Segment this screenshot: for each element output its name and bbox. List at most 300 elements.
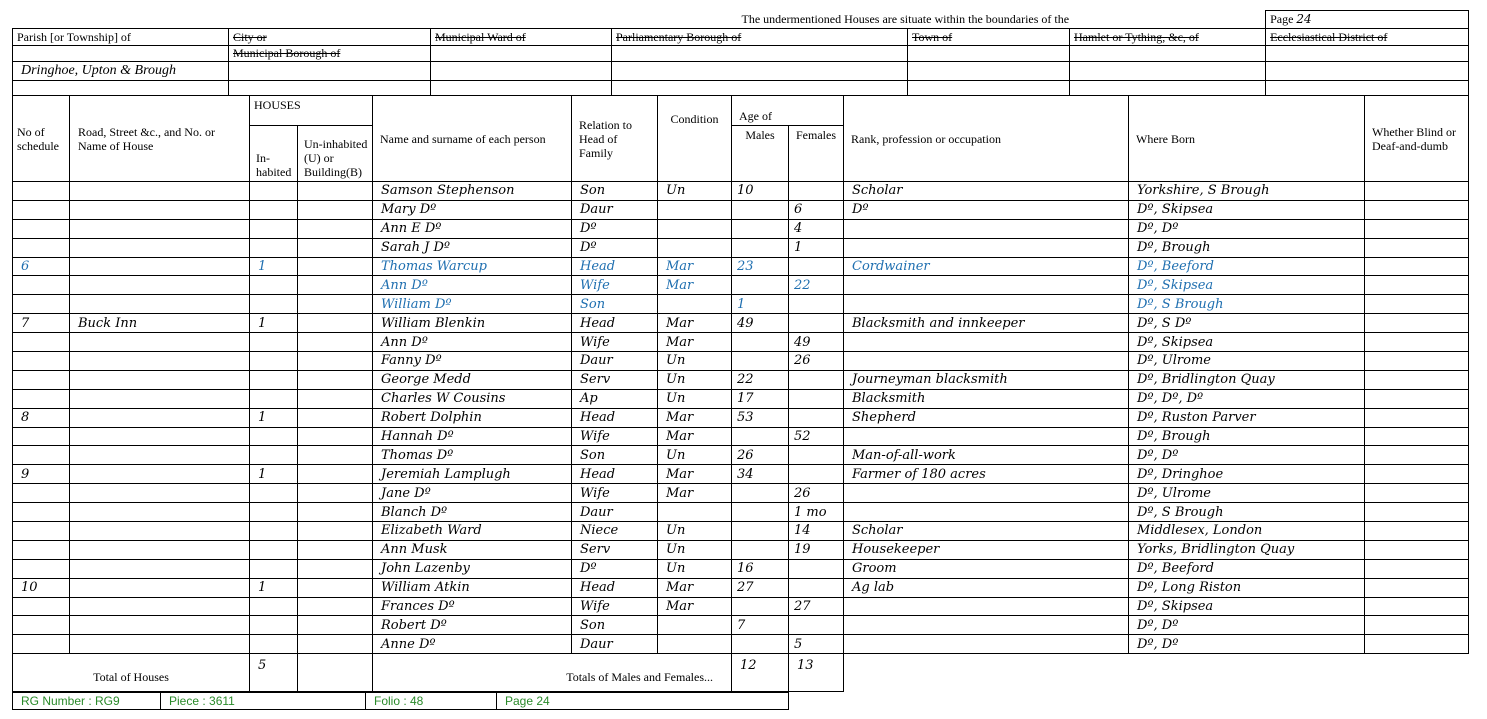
table-row: [13, 333, 1469, 352]
row-male-age: [732, 200, 789, 219]
row-uninhabited: [298, 540, 373, 559]
row-name: Sarah J Dº: [373, 238, 572, 257]
row-schedule: [13, 238, 70, 257]
row-born: Dº, Skipsea: [1129, 276, 1365, 295]
row-blind: [1365, 503, 1469, 522]
row-uninhabited: [298, 484, 373, 503]
row-road: [70, 540, 250, 559]
row-name: George Medd: [373, 370, 572, 389]
row-name: William Blenkin: [373, 314, 572, 333]
row-blind: [1365, 276, 1469, 295]
row-name: John Lazenby: [373, 559, 572, 578]
row-uninhabited: [298, 522, 373, 541]
row-road: [70, 522, 250, 541]
row-relation: Serv: [572, 540, 658, 559]
row-blind: [1365, 200, 1469, 219]
row-inhabited: [250, 200, 298, 219]
row-road: [70, 559, 250, 578]
row-born: Dº, Long Riston: [1129, 578, 1365, 597]
table-row: [13, 370, 1469, 389]
row-condition: Mar: [658, 484, 732, 503]
row-name: Samson Stephenson: [373, 182, 572, 201]
row-male-age: [732, 635, 789, 654]
row-relation: Daur: [572, 200, 658, 219]
piece-number: Piece : 3611: [161, 693, 366, 710]
row-born: Dº, Brough: [1129, 427, 1365, 446]
row-inhabited: 1: [250, 578, 298, 597]
row-schedule: 7: [13, 314, 70, 333]
row-occupation: [844, 333, 1129, 352]
row-schedule: [13, 446, 70, 465]
row-blind: [1365, 540, 1469, 559]
row-occupation: [844, 219, 1129, 238]
row-occupation: [844, 503, 1129, 522]
page-cell: [1266, 11, 1469, 29]
row-female-age: 5: [789, 635, 844, 654]
row-relation: Head: [572, 408, 658, 427]
row-inhabited: [250, 333, 298, 352]
row-schedule: 10: [13, 578, 70, 597]
row-blind: [1365, 597, 1469, 616]
row-road: [70, 389, 250, 408]
table-row: [13, 182, 1469, 201]
boundary-header: [12, 10, 1469, 96]
row-uninhabited: [298, 257, 373, 276]
table-row: [13, 219, 1469, 238]
row-relation: Head: [572, 314, 658, 333]
row-male-age: 49: [732, 314, 789, 333]
row-female-age: [789, 314, 844, 333]
row-road: Buck Inn: [70, 314, 250, 333]
table-row: [13, 635, 1469, 654]
row-schedule: [13, 333, 70, 352]
col-born: Where Born: [1129, 96, 1365, 182]
row-name: Robert Dolphin: [373, 408, 572, 427]
row-inhabited: [250, 182, 298, 201]
rg-number: RG Number : RG9: [13, 693, 161, 710]
row-female-age: [789, 616, 844, 635]
row-schedule: [13, 295, 70, 314]
table-row: [13, 352, 1469, 371]
row-female-age: [789, 446, 844, 465]
total-houses-value: 5: [250, 654, 298, 692]
census-table: [12, 95, 1469, 692]
col-uninhabited: Un-inhabited (U) or Building(B): [298, 126, 373, 182]
row-blind: [1365, 446, 1469, 465]
row-born: Middlesex, London: [1129, 522, 1365, 541]
row-uninhabited: [298, 503, 373, 522]
row-uninhabited: [298, 182, 373, 201]
row-road: [70, 484, 250, 503]
row-schedule: [13, 276, 70, 295]
row-occupation: Scholar: [844, 522, 1129, 541]
row-male-age: 34: [732, 465, 789, 484]
row-occupation: Ag lab: [844, 578, 1129, 597]
col-females: Females: [789, 126, 844, 182]
row-road: [70, 276, 250, 295]
row-name: William Atkin: [373, 578, 572, 597]
table-row: [13, 559, 1469, 578]
row-inhabited: [250, 295, 298, 314]
row-condition: Un: [658, 352, 732, 371]
row-road: [70, 578, 250, 597]
row-road: [70, 182, 250, 201]
row-name: Mary Dº: [373, 200, 572, 219]
row-female-age: [789, 408, 844, 427]
row-name: Ann Musk: [373, 540, 572, 559]
row-blind: [1365, 182, 1469, 201]
row-blind: [1365, 295, 1469, 314]
row-condition: Un: [658, 370, 732, 389]
row-female-age: 19: [789, 540, 844, 559]
row-inhabited: [250, 540, 298, 559]
table-row: [13, 503, 1469, 522]
row-blind: [1365, 465, 1469, 484]
row-inhabited: [250, 446, 298, 465]
row-inhabited: [250, 616, 298, 635]
col-name: Name and surname of each person: [373, 96, 572, 182]
parish-label: Parish [or Township] of: [13, 29, 229, 46]
row-schedule: [13, 540, 70, 559]
row-condition: [658, 295, 732, 314]
row-occupation: Blacksmith: [844, 389, 1129, 408]
parish-value: Dringhoe, Upton & Brough: [13, 62, 229, 81]
row-name: Elizabeth Ward: [373, 522, 572, 541]
row-schedule: 6: [13, 257, 70, 276]
row-female-age: [789, 370, 844, 389]
row-condition: Un: [658, 446, 732, 465]
row-schedule: [13, 427, 70, 446]
row-schedule: [13, 352, 70, 371]
row-inhabited: [250, 503, 298, 522]
row-inhabited: [250, 219, 298, 238]
row-name: Thomas Dº: [373, 446, 572, 465]
row-born: Dº, Ruston Parver: [1129, 408, 1365, 427]
row-born: Dº, Ulrome: [1129, 352, 1365, 371]
row-occupation: Blacksmith and innkeeper: [844, 314, 1129, 333]
row-relation: Serv: [572, 370, 658, 389]
row-condition: [658, 635, 732, 654]
row-born: Dº, Dº, Dº: [1129, 389, 1365, 408]
row-blind: [1365, 522, 1469, 541]
table-row: [13, 522, 1469, 541]
row-inhabited: [250, 597, 298, 616]
table-row: [13, 257, 1469, 276]
census-sheet: [12, 10, 1468, 692]
row-occupation: [844, 295, 1129, 314]
row-male-age: [732, 427, 789, 446]
row-condition: Mar: [658, 578, 732, 597]
row-schedule: [13, 389, 70, 408]
row-blind: [1365, 616, 1469, 635]
row-blind: [1365, 314, 1469, 333]
row-name: Jane Dº: [373, 484, 572, 503]
row-born: Dº, S Brough: [1129, 295, 1365, 314]
ecclesiastical-label: Ecclesiastical District of: [1266, 29, 1469, 46]
row-blind: [1365, 257, 1469, 276]
row-born: Yorkshire, S Brough: [1129, 182, 1365, 201]
row-schedule: [13, 182, 70, 201]
table-row: [13, 578, 1469, 597]
row-inhabited: 1: [250, 408, 298, 427]
row-condition: Mar: [658, 408, 732, 427]
row-uninhabited: [298, 559, 373, 578]
row-blind: [1365, 427, 1469, 446]
row-male-age: [732, 484, 789, 503]
reference-footer: [12, 692, 789, 710]
row-schedule: [13, 597, 70, 616]
row-relation: Son: [572, 616, 658, 635]
row-uninhabited: [298, 370, 373, 389]
row-occupation: [844, 597, 1129, 616]
row-inhabited: [250, 352, 298, 371]
row-female-age: [789, 559, 844, 578]
row-occupation: [844, 238, 1129, 257]
row-male-age: 10: [732, 182, 789, 201]
row-occupation: [844, 427, 1129, 446]
table-row: [13, 314, 1469, 333]
row-occupation: Groom: [844, 559, 1129, 578]
row-female-age: 1 mo: [789, 503, 844, 522]
table-row: [13, 540, 1469, 559]
row-female-age: 26: [789, 484, 844, 503]
total-males-value: 12: [732, 654, 789, 692]
row-male-age: 1: [732, 295, 789, 314]
row-relation: Dº: [572, 238, 658, 257]
row-blind: [1365, 389, 1469, 408]
row-name: Ann Dº: [373, 276, 572, 295]
row-blind: [1365, 635, 1469, 654]
row-female-age: 49: [789, 333, 844, 352]
totals-section: [13, 654, 1469, 692]
row-relation: Head: [572, 578, 658, 597]
row-uninhabited: [298, 295, 373, 314]
row-occupation: Farmer of 180 acres: [844, 465, 1129, 484]
row-relation: Dº: [572, 559, 658, 578]
row-relation: Dº: [572, 219, 658, 238]
row-female-age: [789, 257, 844, 276]
totals-persons-label: Totals of Males and Females...: [373, 654, 732, 692]
row-condition: Un: [658, 540, 732, 559]
row-relation: Son: [572, 182, 658, 201]
row-relation: Niece: [572, 522, 658, 541]
row-name: Fanny Dº: [373, 352, 572, 371]
row-occupation: [844, 616, 1129, 635]
row-born: Dº, Skipsea: [1129, 200, 1365, 219]
row-born: Dº, Ulrome: [1129, 484, 1365, 503]
page-number: 24: [1296, 12, 1312, 26]
row-name: Ann Dº: [373, 333, 572, 352]
row-condition: Un: [658, 389, 732, 408]
row-blind: [1365, 408, 1469, 427]
col-road: Road, Street &c., and No. or Name of House: [70, 96, 250, 182]
row-name: Frances Dº: [373, 597, 572, 616]
row-schedule: [13, 484, 70, 503]
row-road: [70, 238, 250, 257]
row-relation: Wife: [572, 484, 658, 503]
row-inhabited: 1: [250, 465, 298, 484]
row-schedule: 9: [13, 465, 70, 484]
row-born: Dº, S Dº: [1129, 314, 1365, 333]
row-born: Dº, Brough: [1129, 238, 1365, 257]
row-male-age: 17: [732, 389, 789, 408]
row-relation: Daur: [572, 635, 658, 654]
row-relation: Wife: [572, 427, 658, 446]
row-relation: Son: [572, 446, 658, 465]
row-occupation: Cordwainer: [844, 257, 1129, 276]
row-schedule: [13, 503, 70, 522]
table-row: [13, 446, 1469, 465]
row-female-age: 52: [789, 427, 844, 446]
row-relation: Ap: [572, 389, 658, 408]
row-condition: [658, 200, 732, 219]
page-label: Page: [1270, 12, 1294, 26]
col-occupation: Rank, profession or occupation: [844, 96, 1129, 182]
row-male-age: 7: [732, 616, 789, 635]
row-inhabited: [250, 276, 298, 295]
row-female-age: [789, 182, 844, 201]
row-male-age: 53: [732, 408, 789, 427]
row-female-age: 27: [789, 597, 844, 616]
row-name: Robert Dº: [373, 616, 572, 635]
row-occupation: [844, 352, 1129, 371]
column-headers: [13, 96, 1469, 182]
row-road: [70, 503, 250, 522]
table-row: [13, 465, 1469, 484]
row-male-age: [732, 522, 789, 541]
row-relation: Son: [572, 295, 658, 314]
row-female-age: [789, 578, 844, 597]
row-male-age: [732, 219, 789, 238]
census-rows: [13, 182, 1469, 654]
col-condition: Condition: [658, 96, 732, 182]
row-uninhabited: [298, 238, 373, 257]
row-condition: Mar: [658, 257, 732, 276]
folio-number: Folio : 48: [366, 693, 497, 710]
town-label: Town of: [908, 29, 1070, 46]
table-row: [13, 295, 1469, 314]
table-row: [13, 276, 1469, 295]
row-occupation: Housekeeper: [844, 540, 1129, 559]
row-relation: Wife: [572, 276, 658, 295]
row-born: Dº, Beeford: [1129, 257, 1365, 276]
row-female-age: 14: [789, 522, 844, 541]
row-relation: Wife: [572, 597, 658, 616]
row-name: Ann E Dº: [373, 219, 572, 238]
row-inhabited: [250, 389, 298, 408]
row-blind: [1365, 578, 1469, 597]
city-label: City or: [229, 29, 431, 46]
row-inhabited: [250, 427, 298, 446]
row-uninhabited: [298, 333, 373, 352]
row-road: [70, 446, 250, 465]
row-road: [70, 427, 250, 446]
row-schedule: [13, 370, 70, 389]
row-uninhabited: [298, 352, 373, 371]
row-blind: [1365, 333, 1469, 352]
row-born: Dº, Skipsea: [1129, 597, 1365, 616]
row-road: [70, 333, 250, 352]
row-male-age: 27: [732, 578, 789, 597]
table-row: [13, 238, 1469, 257]
row-condition: Mar: [658, 427, 732, 446]
row-name: William Dº: [373, 295, 572, 314]
row-relation: Head: [572, 257, 658, 276]
row-male-age: [732, 540, 789, 559]
row-condition: Un: [658, 522, 732, 541]
row-relation: Daur: [572, 352, 658, 371]
row-born: Dº, Beeford: [1129, 559, 1365, 578]
row-condition: [658, 238, 732, 257]
row-occupation: [844, 635, 1129, 654]
row-condition: Mar: [658, 314, 732, 333]
row-name: Blanch Dº: [373, 503, 572, 522]
col-inhabited: In-habited: [250, 126, 298, 182]
municipal-borough-label: Municipal Borough of: [229, 46, 431, 62]
row-relation: Daur: [572, 503, 658, 522]
row-born: Yorks, Bridlington Quay: [1129, 540, 1365, 559]
row-inhabited: 1: [250, 314, 298, 333]
row-male-age: [732, 333, 789, 352]
row-blind: [1365, 219, 1469, 238]
row-road: [70, 295, 250, 314]
row-blind: [1365, 370, 1469, 389]
row-schedule: [13, 616, 70, 635]
row-uninhabited: [298, 427, 373, 446]
row-male-age: 16: [732, 559, 789, 578]
table-row: [13, 200, 1469, 219]
row-occupation: Scholar: [844, 182, 1129, 201]
row-condition: Mar: [658, 333, 732, 352]
row-road: [70, 408, 250, 427]
row-occupation: Dº: [844, 200, 1129, 219]
row-road: [70, 370, 250, 389]
row-blind: [1365, 484, 1469, 503]
row-condition: Mar: [658, 465, 732, 484]
row-name: Thomas Warcup: [373, 257, 572, 276]
row-schedule: [13, 522, 70, 541]
row-occupation: Man-of-all-work: [844, 446, 1129, 465]
row-female-age: 26: [789, 352, 844, 371]
row-inhabited: 1: [250, 257, 298, 276]
row-schedule: [13, 219, 70, 238]
row-male-age: 22: [732, 370, 789, 389]
row-occupation: Shepherd: [844, 408, 1129, 427]
row-road: [70, 635, 250, 654]
row-condition: Un: [658, 559, 732, 578]
col-relation: Relation to Head of Family: [572, 96, 658, 182]
row-schedule: [13, 559, 70, 578]
row-relation: Wife: [572, 333, 658, 352]
row-uninhabited: [298, 446, 373, 465]
total-females-value: 13: [789, 654, 844, 692]
row-blind: [1365, 559, 1469, 578]
table-row: [13, 389, 1469, 408]
row-female-age: 1: [789, 238, 844, 257]
row-condition: [658, 219, 732, 238]
row-road: [70, 597, 250, 616]
row-female-age: 6: [789, 200, 844, 219]
row-male-age: 26: [732, 446, 789, 465]
row-male-age: 23: [732, 257, 789, 276]
row-occupation: [844, 276, 1129, 295]
table-row: [13, 597, 1469, 616]
row-condition: Mar: [658, 276, 732, 295]
row-born: Dº, Dº: [1129, 616, 1365, 635]
col-schedule: No of schedule: [13, 96, 70, 182]
row-condition: Mar: [658, 597, 732, 616]
row-inhabited: [250, 559, 298, 578]
